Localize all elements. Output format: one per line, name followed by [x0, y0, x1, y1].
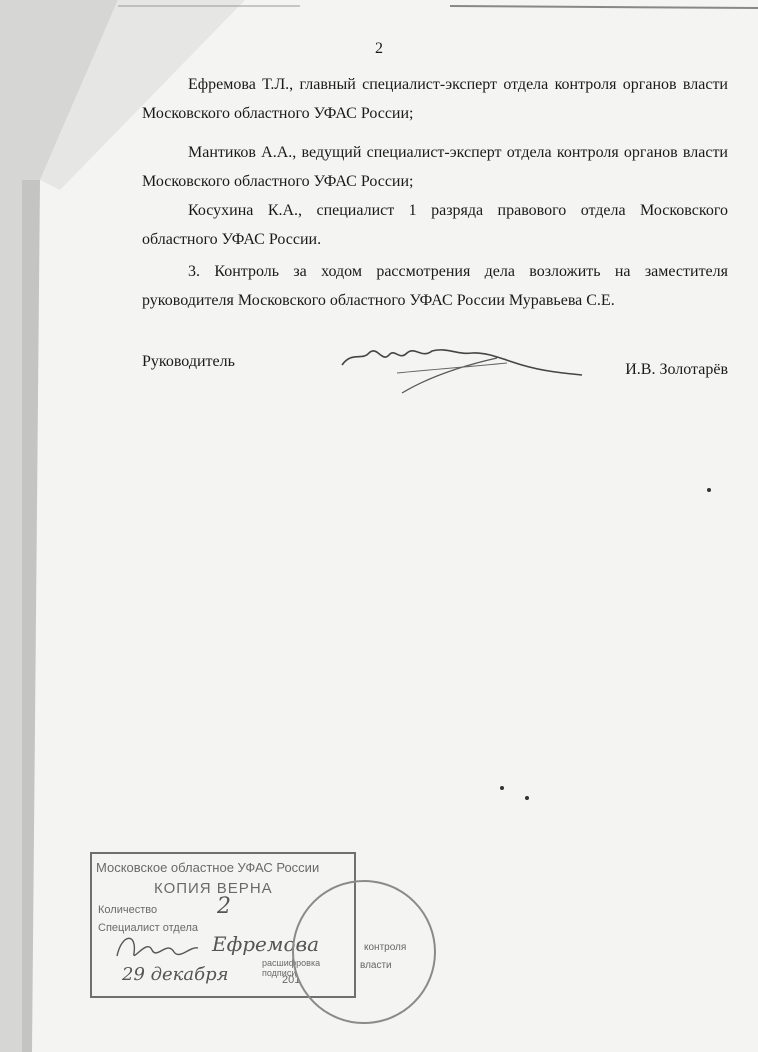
- stamp-date: 29 декабря: [122, 964, 229, 985]
- scan-speck: [525, 796, 529, 800]
- seal-text-1: контроля: [364, 942, 407, 953]
- scan-speck: [500, 786, 504, 790]
- stamp-heading: КОПИЯ ВЕРНА: [154, 880, 273, 897]
- stamp-signature: [112, 928, 202, 968]
- signature-block: [142, 353, 728, 413]
- stamp-quantity-label: Количество: [98, 904, 158, 916]
- paragraph-mantikov: Мантиков А.А., ведущий специалист-эксперт отдела контроля органов власти Московского областного УФАС России;: [142, 144, 728, 190]
- seal-text-2: власти: [360, 960, 392, 971]
- paragraph-control: 3. Контроль за ходом рассмотрения дела возложить на заместителя руководителя Московского областного УФАС России Муравьева С.Е.: [142, 263, 728, 309]
- page-number: 2: [375, 40, 383, 57]
- stamp-specialist-label: Специалист отдела: [98, 922, 198, 934]
- signature-title: Руководитель: [142, 353, 235, 370]
- handwritten-signature: [337, 343, 587, 403]
- scan-speck: [707, 488, 711, 492]
- stamp-fio-label: расшифровка подписи: [262, 958, 321, 978]
- stamp-quantity-value: 2: [217, 894, 231, 919]
- stamp-org: Московское областное УФАС России: [96, 860, 320, 875]
- stamp-year: 201: [282, 974, 301, 986]
- stamp-handwritten-name: Ефремова: [212, 932, 320, 956]
- paragraph-kosukhina: Косухина К.А., специалист 1 разряда правового отдела Московского областного УФАС России.: [142, 202, 728, 248]
- signatory-name: И.В. Золотарёв: [625, 361, 728, 378]
- paragraph-efremova: Ефремова Т.Л., главный специалист-эксперт отдела контроля органов власти Московского областного УФАС России;: [142, 76, 728, 122]
- round-seal: [292, 880, 436, 1024]
